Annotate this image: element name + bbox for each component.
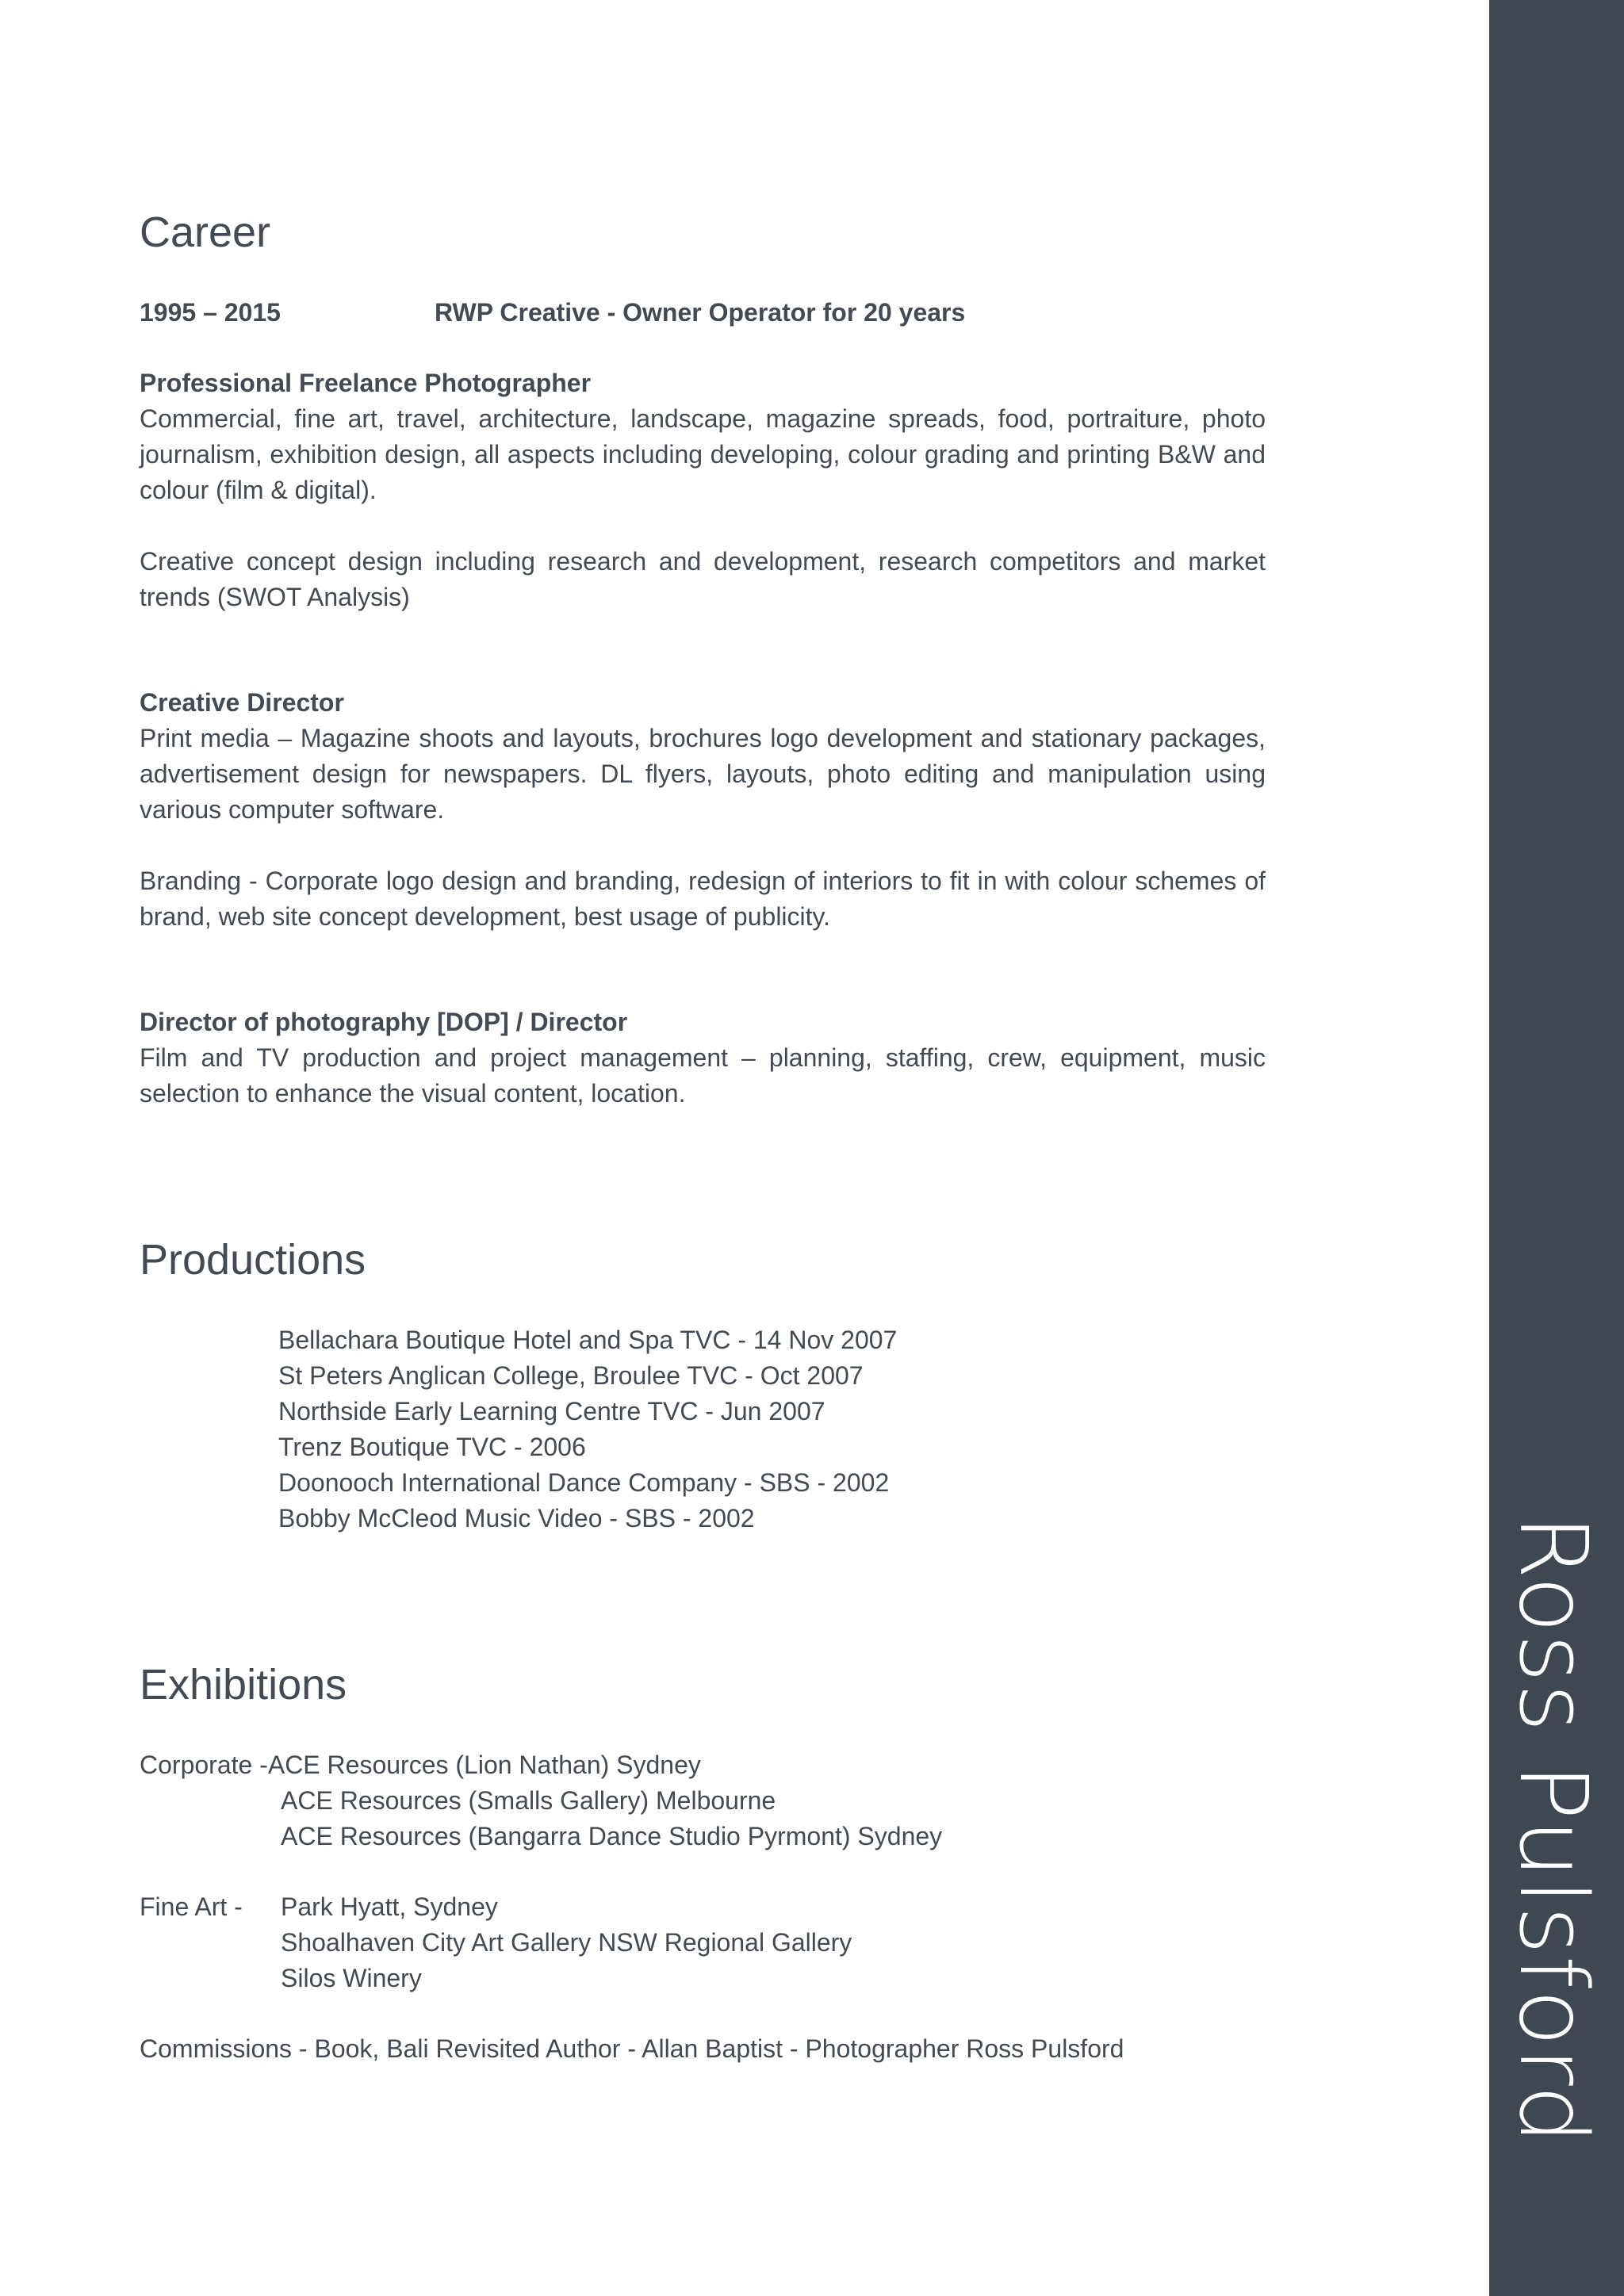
career-date-range: 1995 – 2015 <box>140 298 281 327</box>
list-item: Northside Early Learning Centre TVC - Jun 2007 <box>278 1397 825 1425</box>
list-item: Park Hyatt, Sydney <box>281 1892 498 1921</box>
role-paragraph: Print media – Magazine shoots and layouts, brochures logo development and stationary packages, advertisement design for newspapers. DL flyers, layouts, photo editing and manipulation using various computer software. <box>140 724 1266 824</box>
role-paragraph: Branding - Corporate logo design and branding, redesign of interiors to fit in with colour schemes of brand, web site concept development, best usage of publicity. <box>140 867 1266 931</box>
career-heading: Career <box>140 209 271 256</box>
productions-heading: Productions <box>140 1236 366 1284</box>
role-photographer <box>140 365 1266 615</box>
role-paragraph: Creative concept design including research and development, research competitors and market trends (SWOT Analysis) <box>140 547 1266 611</box>
exhibition-label: Corporate - <box>140 1751 268 1779</box>
exhibition-corporate <box>140 1747 701 1783</box>
list-item: Bellachara Boutique Hotel and Spa TVC - 14 Nov 2007 <box>278 1326 898 1354</box>
exhibition-commissions: Commissions - Book, Bali Revisited Author - Allan Baptist - Photographer Ross Pulsford <box>140 2034 1124 2063</box>
list-item: Doonooch International Dance Company - SBS - 2002 <box>278 1468 890 1497</box>
career-company: RWP Creative - Owner Operator for 20 years <box>435 298 966 327</box>
role-paragraph: Commercial, fine art, travel, architecture, landscape, magazine spreads, food, portraiture, photo journalism, exhibition design, all aspects including developing, colour grading and printing B&W and colour (film & digital). <box>140 404 1266 504</box>
sidebar-name-text: Ross Pulsford <box>1499 1514 1608 2145</box>
role-paragraph: Film and TV production and project management – planning, staffing, crew, equipment, music selection to enhance the visual content, location. <box>140 1043 1266 1108</box>
role-creative-director <box>140 685 1266 935</box>
list-item: ACE Resources (Lion Nathan) Sydney <box>267 1751 701 1779</box>
role-dop <box>140 1004 1266 1112</box>
productions-list <box>278 1322 897 1536</box>
exhibition-fineart <box>140 1889 243 1925</box>
exhibitions-heading: Exhibitions <box>140 1661 347 1709</box>
list-item: St Peters Anglican College, Broulee TVC - Oct 2007 <box>278 1361 864 1390</box>
role-title: Creative Director <box>140 688 344 717</box>
list-item: Silos Winery <box>281 1964 422 1992</box>
role-title: Professional Freelance Photographer <box>140 369 592 397</box>
list-item: Shoalhaven City Art Gallery NSW Regional Gallery <box>281 1928 852 1957</box>
list-item: Trenz Boutique TVC - 2006 <box>278 1433 586 1461</box>
exhibition-label: Fine Art - <box>140 1892 243 1921</box>
list-item: ACE Resources (Bangarra Dance Studio Pyrmont) Sydney <box>281 1822 943 1850</box>
role-title: Director of photography [DOP] / Director <box>140 1008 628 1036</box>
list-item: Bobby McCleod Music Video - SBS - 2002 <box>278 1504 755 1533</box>
list-item: ACE Resources (Smalls Gallery) Melbourne <box>281 1786 776 1815</box>
